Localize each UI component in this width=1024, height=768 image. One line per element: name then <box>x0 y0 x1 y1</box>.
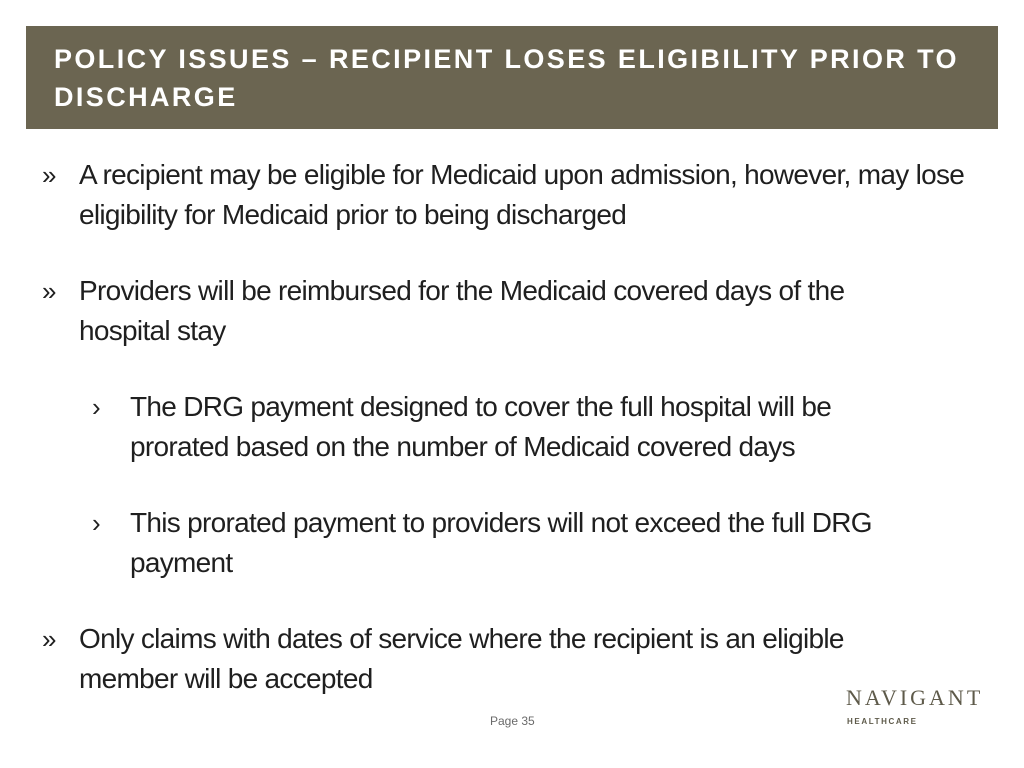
sub-bullet-text: This prorated payment to providers will not exceed the full DRG payment <box>130 507 872 578</box>
company-logo <box>846 685 984 735</box>
logo-wordmark: NAVIGANT <box>846 685 984 710</box>
bullet-marker: » <box>42 276 56 306</box>
sub-bullet-item <box>92 503 950 583</box>
bullet-text: Only claims with dates of service where the recipient is an eligible member will be accepted <box>79 623 844 694</box>
bullet-marker: » <box>42 624 56 654</box>
bullet-text: A recipient may be eligible for Medicaid upon admission, however, may lose eligibility for Medicaid prior to being discharged <box>79 159 965 230</box>
sub-bullet-item <box>92 387 930 467</box>
bullet-text: Providers will be reimbursed for the Medicaid covered days of the hospital stay <box>79 275 845 346</box>
bullet-marker: » <box>42 160 56 190</box>
bullet-item <box>42 271 939 351</box>
sub-bullet-text: The DRG payment designed to cover the full hospital will be prorated based on the number of Medicaid covered days <box>130 391 832 462</box>
sub-bullet-marker: › <box>92 392 100 422</box>
sub-bullet-marker: › <box>92 508 100 538</box>
slide-title: POLICY ISSUES – RECIPIENT LOSES ELIGIBILITY PRIOR TO DISCHARGE <box>54 44 959 112</box>
logo-subtitle: HEALTHCARE <box>847 717 918 726</box>
bullet-item <box>42 155 979 235</box>
bullet-item <box>42 619 939 699</box>
page-number: Page 35 <box>490 714 535 728</box>
